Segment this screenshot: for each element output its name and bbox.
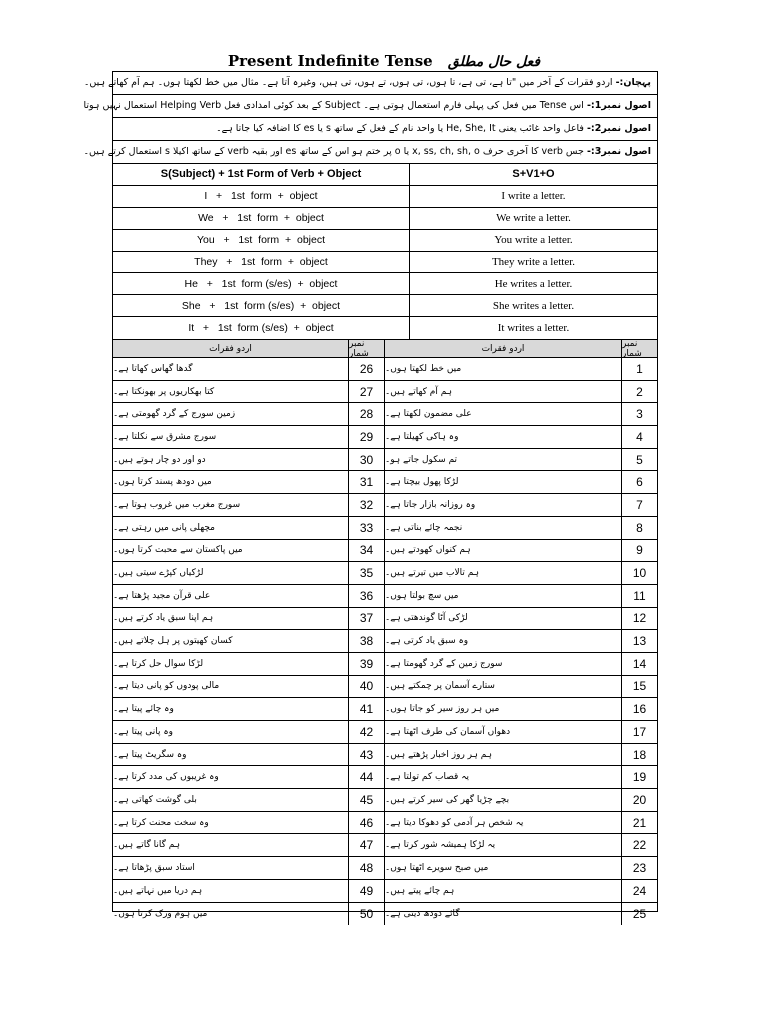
sentence-number: 19 (621, 766, 657, 788)
sentence-text: کسان کھیتوں پر ہل چلاتے ہیں۔ (113, 636, 233, 647)
sentence-row (385, 744, 657, 767)
sentence-number: 9 (621, 540, 657, 562)
structure-table (113, 164, 657, 340)
sentence-row (385, 608, 657, 631)
sentence-row (113, 540, 384, 563)
pattern-cell: He + 1st form (s/es) + object (113, 273, 409, 295)
sentence-row (113, 653, 384, 676)
sentence-text: دھواں آسمان کی طرف اٹھتا ہے۔ (385, 726, 511, 737)
rule-identification (83, 72, 657, 95)
sentence-text: میں ہر روز سیر کو جاتا ہوں۔ (385, 704, 500, 715)
sentence-text: لڑکا سوال حل کرتا ہے۔ (113, 658, 204, 669)
sentence-row (385, 676, 657, 699)
sentence-number: 7 (621, 494, 657, 516)
sentence-number: 30 (348, 449, 384, 471)
sentence-text: مالی پودوں کو پانی دیتا ہے۔ (113, 681, 220, 692)
sentence-number: 11 (621, 585, 657, 607)
sentence-number: 25 (621, 903, 657, 926)
sentence-text: میں سچ بولتا ہوں۔ (385, 590, 459, 601)
sentence-number: 12 (621, 608, 657, 630)
sentence-text: ہم کنواں کھودتے ہیں۔ (385, 545, 471, 556)
structure-pattern-column (113, 164, 410, 339)
sentence-row (113, 744, 384, 767)
sentence-text: میں صبح سویرے اٹھتا ہوں۔ (385, 862, 489, 873)
sentence-text: زمین سورج کے گرد گھومتی ہے۔ (113, 409, 236, 420)
sentence-text: ہم گانا گاتے ہیں۔ (113, 840, 181, 851)
rule-2 (113, 118, 657, 141)
pattern-cell: You + 1st form + object (113, 230, 409, 252)
sentence-row (113, 381, 384, 404)
structure-header-left: S(Subject) + 1st Form of Verb + Object (113, 164, 409, 186)
sentence-number: 24 (621, 880, 657, 902)
sentence-number: 1 (621, 358, 657, 380)
sentence-number: 46 (348, 812, 384, 834)
sentence-text: لڑکا پھول بیچتا ہے۔ (385, 477, 459, 488)
sentence-row (385, 562, 657, 585)
sentence-number: 26 (348, 358, 384, 380)
sentence-row (385, 903, 657, 926)
sentence-row (385, 857, 657, 880)
sentence-number: 40 (348, 676, 384, 698)
sentence-row (385, 517, 657, 540)
sentence-row (113, 426, 384, 449)
pattern-cell: She + 1st form (s/es) + object (113, 295, 409, 317)
pattern-cell: I + 1st form + object (113, 186, 409, 208)
sentence-text: سورج مشرق سے نکلتا ہے۔ (113, 431, 217, 442)
example-cell: She writes a letter. (410, 295, 657, 317)
sentence-text: تم سکول جاتے ہو۔ (385, 454, 458, 465)
sentence-text: ہم آم کھاتے ہیں۔ (385, 386, 452, 397)
sentence-text: وہ سبق یاد کرتی ہے۔ (385, 636, 469, 647)
sentence-number: 2 (621, 381, 657, 403)
sentence-number: 4 (621, 426, 657, 448)
sentence-text: میں پاکستان سے محبت کرتا ہوں۔ (113, 545, 243, 556)
sentence-text: وہ روزانہ بازار جاتا ہے۔ (385, 499, 476, 510)
sentence-row (113, 449, 384, 472)
sentence-text: وہ ہاکی کھیلتا ہے۔ (385, 431, 459, 442)
sentence-text: ہم ہر روز اخبار پڑھتے ہیں۔ (385, 749, 493, 760)
sentence-text: یہ لڑکا ہمیشہ شور کرتا ہے۔ (385, 840, 496, 851)
sentence-text: نجمہ چائے بناتی ہے۔ (385, 522, 463, 533)
sentences-table (113, 340, 657, 925)
sentence-text: گدھا گھاس کھاتا ہے۔ (113, 363, 193, 374)
rule-text: فاعل واحد غائب یعنی He, She, It یا واحد نام کے فعل کے ساتھ s یا es کا اضافہ کیا جاتا ہے۔ (216, 123, 584, 134)
sentence-text: میں خط لکھتا ہوں۔ (385, 363, 462, 374)
sentence-text: ہم دریا میں نہاتے ہیں۔ (113, 885, 203, 896)
sentence-number: 6 (621, 471, 657, 493)
sentence-row (385, 789, 657, 812)
sentence-row (113, 494, 384, 517)
sentence-row (385, 630, 657, 653)
sentence-row (385, 540, 657, 563)
sentence-row (385, 403, 657, 426)
structure-header-right: S+V1+O (410, 164, 657, 186)
rule-label: اصول نمبر3:- (586, 146, 651, 157)
sentence-row (113, 358, 384, 381)
header-serial-number: نمبر شمار (621, 340, 657, 357)
rule-text: اردو فقرات کے آخر میں "تا ہے، تی ہے، تا ہوں، تی ہوں، تے ہوں، تی ہیں، وغیرہ آتا ہے۔ مثال میں خط لکھتا ہوں۔ ہم آم کھاتے ہیں۔ (83, 77, 613, 88)
sentence-row (113, 562, 384, 585)
header-urdu-sentences: اردو فقرات (209, 343, 252, 354)
sentence-text: سورج مغرب میں غروب ہوتا ہے۔ (113, 499, 241, 510)
sentence-number: 10 (621, 562, 657, 584)
sentence-number: 23 (621, 857, 657, 879)
sentence-row (113, 676, 384, 699)
sentence-row (385, 585, 657, 608)
sentence-row (113, 608, 384, 631)
sentence-number: 43 (348, 744, 384, 766)
sentence-number: 35 (348, 562, 384, 584)
title-english: Present Indefinite Tense (227, 52, 433, 70)
sentences-column-right (385, 340, 657, 925)
sentences-column-left (113, 340, 385, 925)
sentence-text: وہ چائے پیتا ہے۔ (113, 704, 174, 715)
sentence-row (385, 494, 657, 517)
sentence-text: میں ہوم ورک کرتا ہوں۔ (113, 908, 208, 919)
rule-text: جس verb کا آخری حرف x, ss, ch, sh, o یا o پر ختم ہو اس کے ساتھ es اور بقیہ verb کے ساتھ اکیلا s استعمال کرتے ہیں۔ (83, 146, 584, 157)
sentence-row (113, 698, 384, 721)
header-urdu-sentences: اردو فقرات (481, 343, 525, 354)
sentence-text: یہ شخص ہر آدمی کو دھوکا دیتا ہے۔ (385, 817, 524, 828)
sentence-number: 15 (621, 676, 657, 698)
sentence-row (385, 653, 657, 676)
sentence-row (113, 766, 384, 789)
sentence-number: 16 (621, 698, 657, 720)
sentence-row (385, 721, 657, 744)
sentence-text: وہ پانی پیتا ہے۔ (113, 726, 173, 737)
grammar-sheet (83, 71, 658, 921)
sentence-text: میں دودھ پسند کرتا ہوں۔ (113, 477, 212, 488)
sentence-text: بلی گوشت کھاتی ہے۔ (113, 794, 197, 805)
title-urdu: فعل حال مطلق (447, 54, 541, 70)
rule-1 (83, 95, 657, 118)
sentence-number: 27 (348, 381, 384, 403)
sentence-number: 49 (348, 880, 384, 902)
sentence-row (385, 426, 657, 449)
sentence-row (385, 698, 657, 721)
sentence-text: ہم چائے پیتے ہیں۔ (385, 885, 455, 896)
sentence-number: 37 (348, 608, 384, 630)
sentence-text: سورج زمین کے گرد گھومتا ہے۔ (385, 658, 503, 669)
sentence-number: 48 (348, 857, 384, 879)
sentence-number: 34 (348, 540, 384, 562)
sentence-text: ہم اپنا سبق یاد کرتے ہیں۔ (113, 613, 214, 624)
sentence-number: 32 (348, 494, 384, 516)
sentence-row (385, 358, 657, 381)
sentence-number: 29 (348, 426, 384, 448)
pattern-cell: It + 1st form (s/es) + object (188, 322, 334, 335)
sentence-text: علی مضمون لکھتا ہے۔ (385, 409, 472, 420)
sentence-text: وہ سگریٹ پیتا ہے۔ (113, 749, 187, 760)
sentence-row (113, 789, 384, 812)
sentence-text: بچے چڑیا گھر کی سیر کرتے ہیں۔ (385, 794, 510, 805)
sentence-number: 45 (348, 789, 384, 811)
sentence-row (113, 834, 384, 857)
sentence-row (113, 812, 384, 835)
sentence-text: ہم تالاب میں تیرتے ہیں۔ (385, 568, 480, 579)
sentences-header-right (385, 340, 657, 358)
sentence-number: 50 (348, 903, 384, 926)
sentence-text: گائے دودھ دیتی ہے۔ (385, 908, 460, 919)
structure-example-column (410, 164, 657, 339)
sentence-number: 8 (621, 517, 657, 539)
sentence-number: 44 (348, 766, 384, 788)
sentences-header-left (113, 340, 384, 358)
example-cell: I write a letter. (410, 186, 657, 208)
rule-label: پہچان:- (615, 77, 651, 88)
sentence-row (385, 449, 657, 472)
sentence-number: 22 (621, 834, 657, 856)
sentence-number: 18 (621, 744, 657, 766)
sentence-number: 33 (348, 517, 384, 539)
pattern-cell: They + 1st form + object (113, 252, 409, 274)
sentence-text: علی قرآن مجید پڑھتا ہے۔ (113, 590, 211, 601)
example-cell: He writes a letter. (410, 273, 657, 295)
sentence-number: 17 (621, 721, 657, 743)
sentence-number: 39 (348, 653, 384, 675)
header-serial-number: نمبر شمار (348, 340, 384, 357)
sentence-row (113, 517, 384, 540)
sentence-number: 47 (348, 834, 384, 856)
sentence-row (113, 585, 384, 608)
sentence-row (113, 721, 384, 744)
sentence-text: کتا بھکاریوں پر بھونکتا ہے۔ (113, 386, 215, 397)
sentence-text: استاد سبق پڑھاتا ہے۔ (113, 862, 195, 873)
sentence-number: 5 (621, 449, 657, 471)
sentence-row (113, 880, 384, 903)
sentence-number: 36 (348, 585, 384, 607)
sentence-text: یہ قصاب کم تولتا ہے۔ (385, 772, 469, 783)
pattern-cell: We + 1st form + object (113, 208, 409, 230)
sentence-number: 41 (348, 698, 384, 720)
rule-text: اس Tense میں فعل کی پہلی فارم استعمال ہوتی ہے۔ Subject کے بعد کوئی امدادی فعل Helping Verb استعمال نہیں ہوتا (83, 100, 584, 111)
rule-3 (83, 141, 657, 164)
sentence-number: 20 (621, 789, 657, 811)
sentence-row (113, 403, 384, 426)
sentence-row (385, 766, 657, 789)
sentence-row (113, 903, 384, 926)
sentence-number: 13 (621, 630, 657, 652)
sentence-text: لڑکیاں کپڑے سیتی ہیں۔ (113, 568, 204, 579)
sentence-row (385, 812, 657, 835)
sentence-row (385, 834, 657, 857)
sentence-number: 21 (621, 812, 657, 834)
sentence-number: 3 (621, 403, 657, 425)
sentence-number: 42 (348, 721, 384, 743)
rule-label: اصول نمبر1:- (586, 100, 651, 111)
example-cell: You write a letter. (410, 230, 657, 252)
sentence-number: 38 (348, 630, 384, 652)
sentence-text: وہ غریبوں کی مدد کرتا ہے۔ (113, 772, 219, 783)
sentence-text: وہ سخت محنت کرتا ہے۔ (113, 817, 209, 828)
rule-label: اصول نمبر2:- (586, 123, 651, 134)
example-cell: It writes a letter. (497, 322, 570, 335)
sentence-number: 28 (348, 403, 384, 425)
sentence-number: 14 (621, 653, 657, 675)
example-cell: They write a letter. (410, 252, 657, 274)
sentence-text: ستارے آسمان پر چمکتے ہیں۔ (385, 681, 495, 692)
sentence-row (113, 857, 384, 880)
example-cell: We write a letter. (410, 208, 657, 230)
sentence-number: 31 (348, 471, 384, 493)
sentence-row (385, 381, 657, 404)
sentence-text: مچھلی پانی میں رہتی ہے۔ (113, 522, 216, 533)
sentence-row (385, 471, 657, 494)
sentence-text: لڑکی آٹا گوندھتی ہے۔ (385, 613, 468, 624)
sentence-row (113, 471, 384, 494)
sentence-row (385, 880, 657, 903)
sentence-row (113, 630, 384, 653)
sentence-text: دو اور دو چار ہوتے ہیں۔ (113, 454, 206, 465)
